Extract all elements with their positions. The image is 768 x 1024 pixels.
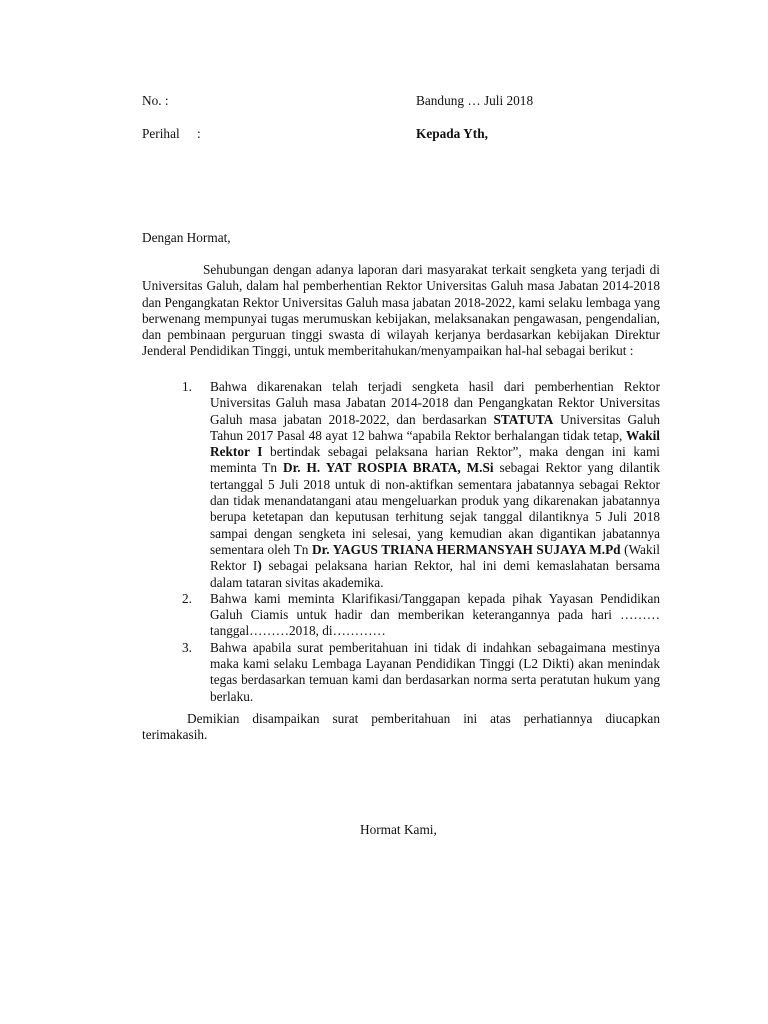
vice-rector-name: Dr. YAGUS TRIANA HERMANSYAH SUJAYA M.Pd [311,541,621,557]
item-text: Bahwa kami meminta Klarifikasi/Tanggapan kepada pihak Yayasan Pendidikan Galuh Ciamis untuk hadir dan memberikan keterangannya pada hari ………tanggal………2018, di………… [210,590,660,639]
list-number: 2. [182,590,192,606]
list-item [182,640,660,705]
item-text: Bahwa apabila surat pemberitahuan ini tidak di indahkan sebagaimana mestinya maka kami selaku Lembaga Layanan Pendidikan Tinggi (L2 Dikti) akan menindak tegas berdasarkan temuan kami dan berdasarkan norma serta peratutan hukum yang berlaku. [210,639,660,704]
vice-rector-title: Wakil Rektor I [210,427,660,460]
item-text: bertindak sebagai pelaksana harian Rektor”, maka dengan ini kami meminta Tn [210,444,660,476]
item-text: sebagai pelaksana harian Rektor, hal ini demi kemaslahatan bersama dalam tataran sivitas akademika. [210,558,660,590]
closing-paragraph: Demikian disampaikan surat pemberitahuan ini atas perhatiannya diucapkan terimakasih. [142,711,660,743]
list-number: 1. [182,379,192,394]
subject-colon: : [197,126,201,141]
list-item [182,379,660,591]
item-text: sebagai Rektor yang dilantik tertanggal 5 Juli 2018 untuk di non-aktifkan sementara jabatannya sebagai Rektor dan tidak menandatangani atau mengeluarkan produk yang dikarenakan jabatannya berupa ketetapan dan keputusan terhitung sejak tanggal dilantiknya 5 Juli 2018 sampai dengan sengketa ini selesai, yang kemudian akan digantikan jabatannya sementara oleh Tn [210,460,660,557]
letter-date: Bandung … Juli 2018 [416,93,534,108]
statute-reference: STATUTA [493,411,554,427]
signoff: Hormat Kami, [360,822,437,837]
intro-paragraph: Sehubungan dengan adanya laporan dari masyarakat terkait sengketa yang terjadi di Universitas Galuh, dalam hal pemberhentian Rektor Universitas Galuh masa Jabatan 2014-2018 dan Pengangkatan Rektor Universitas Galuh masa jabatan 2018-2022, kami selaku lembaga yang berwenang mempunyai tugas merumuskan kebijakan, melaksanakan pengawasan, pengendalian, dan pembinaan perguruan tinggi swasta di wilayah kerjanya berdasarkan kebijakan Direktur Jenderal Pendidikan Tinggi, untuk memberitahukan/menyampaikan hal-hal sebagai berikut : [142,262,660,359]
rector-name: Dr. H. YAT ROSPIA BRATA, M.Si [282,460,494,476]
item-text-bold: ) [257,558,262,574]
item-text: Universitas Galuh Tahun 2017 Pasal 48 ayat 12 bahwa “apabila Rektor berhalangan tidak tetap, [210,411,660,443]
letter-number-label: No. : [142,93,169,108]
points-list [182,379,660,705]
salutation: Dengan Hormat, [142,230,231,245]
list-number: 3. [182,639,192,655]
list-item [182,591,660,640]
subject-label: Perihal [142,126,180,141]
recipient-heading: Kepada Yth, [416,126,488,141]
item-text: (Wakil Rektor I [210,541,660,574]
item-text: Bahwa dikarenakan telah terjadi sengketa hasil dari pemberhentian Rektor Universitas Galuh masa Jabatan 2014-2018 dan Pengangkatan Rektor Universitas Galuh masa jabatan 2018-2022, dan berdasarkan [210,379,660,427]
